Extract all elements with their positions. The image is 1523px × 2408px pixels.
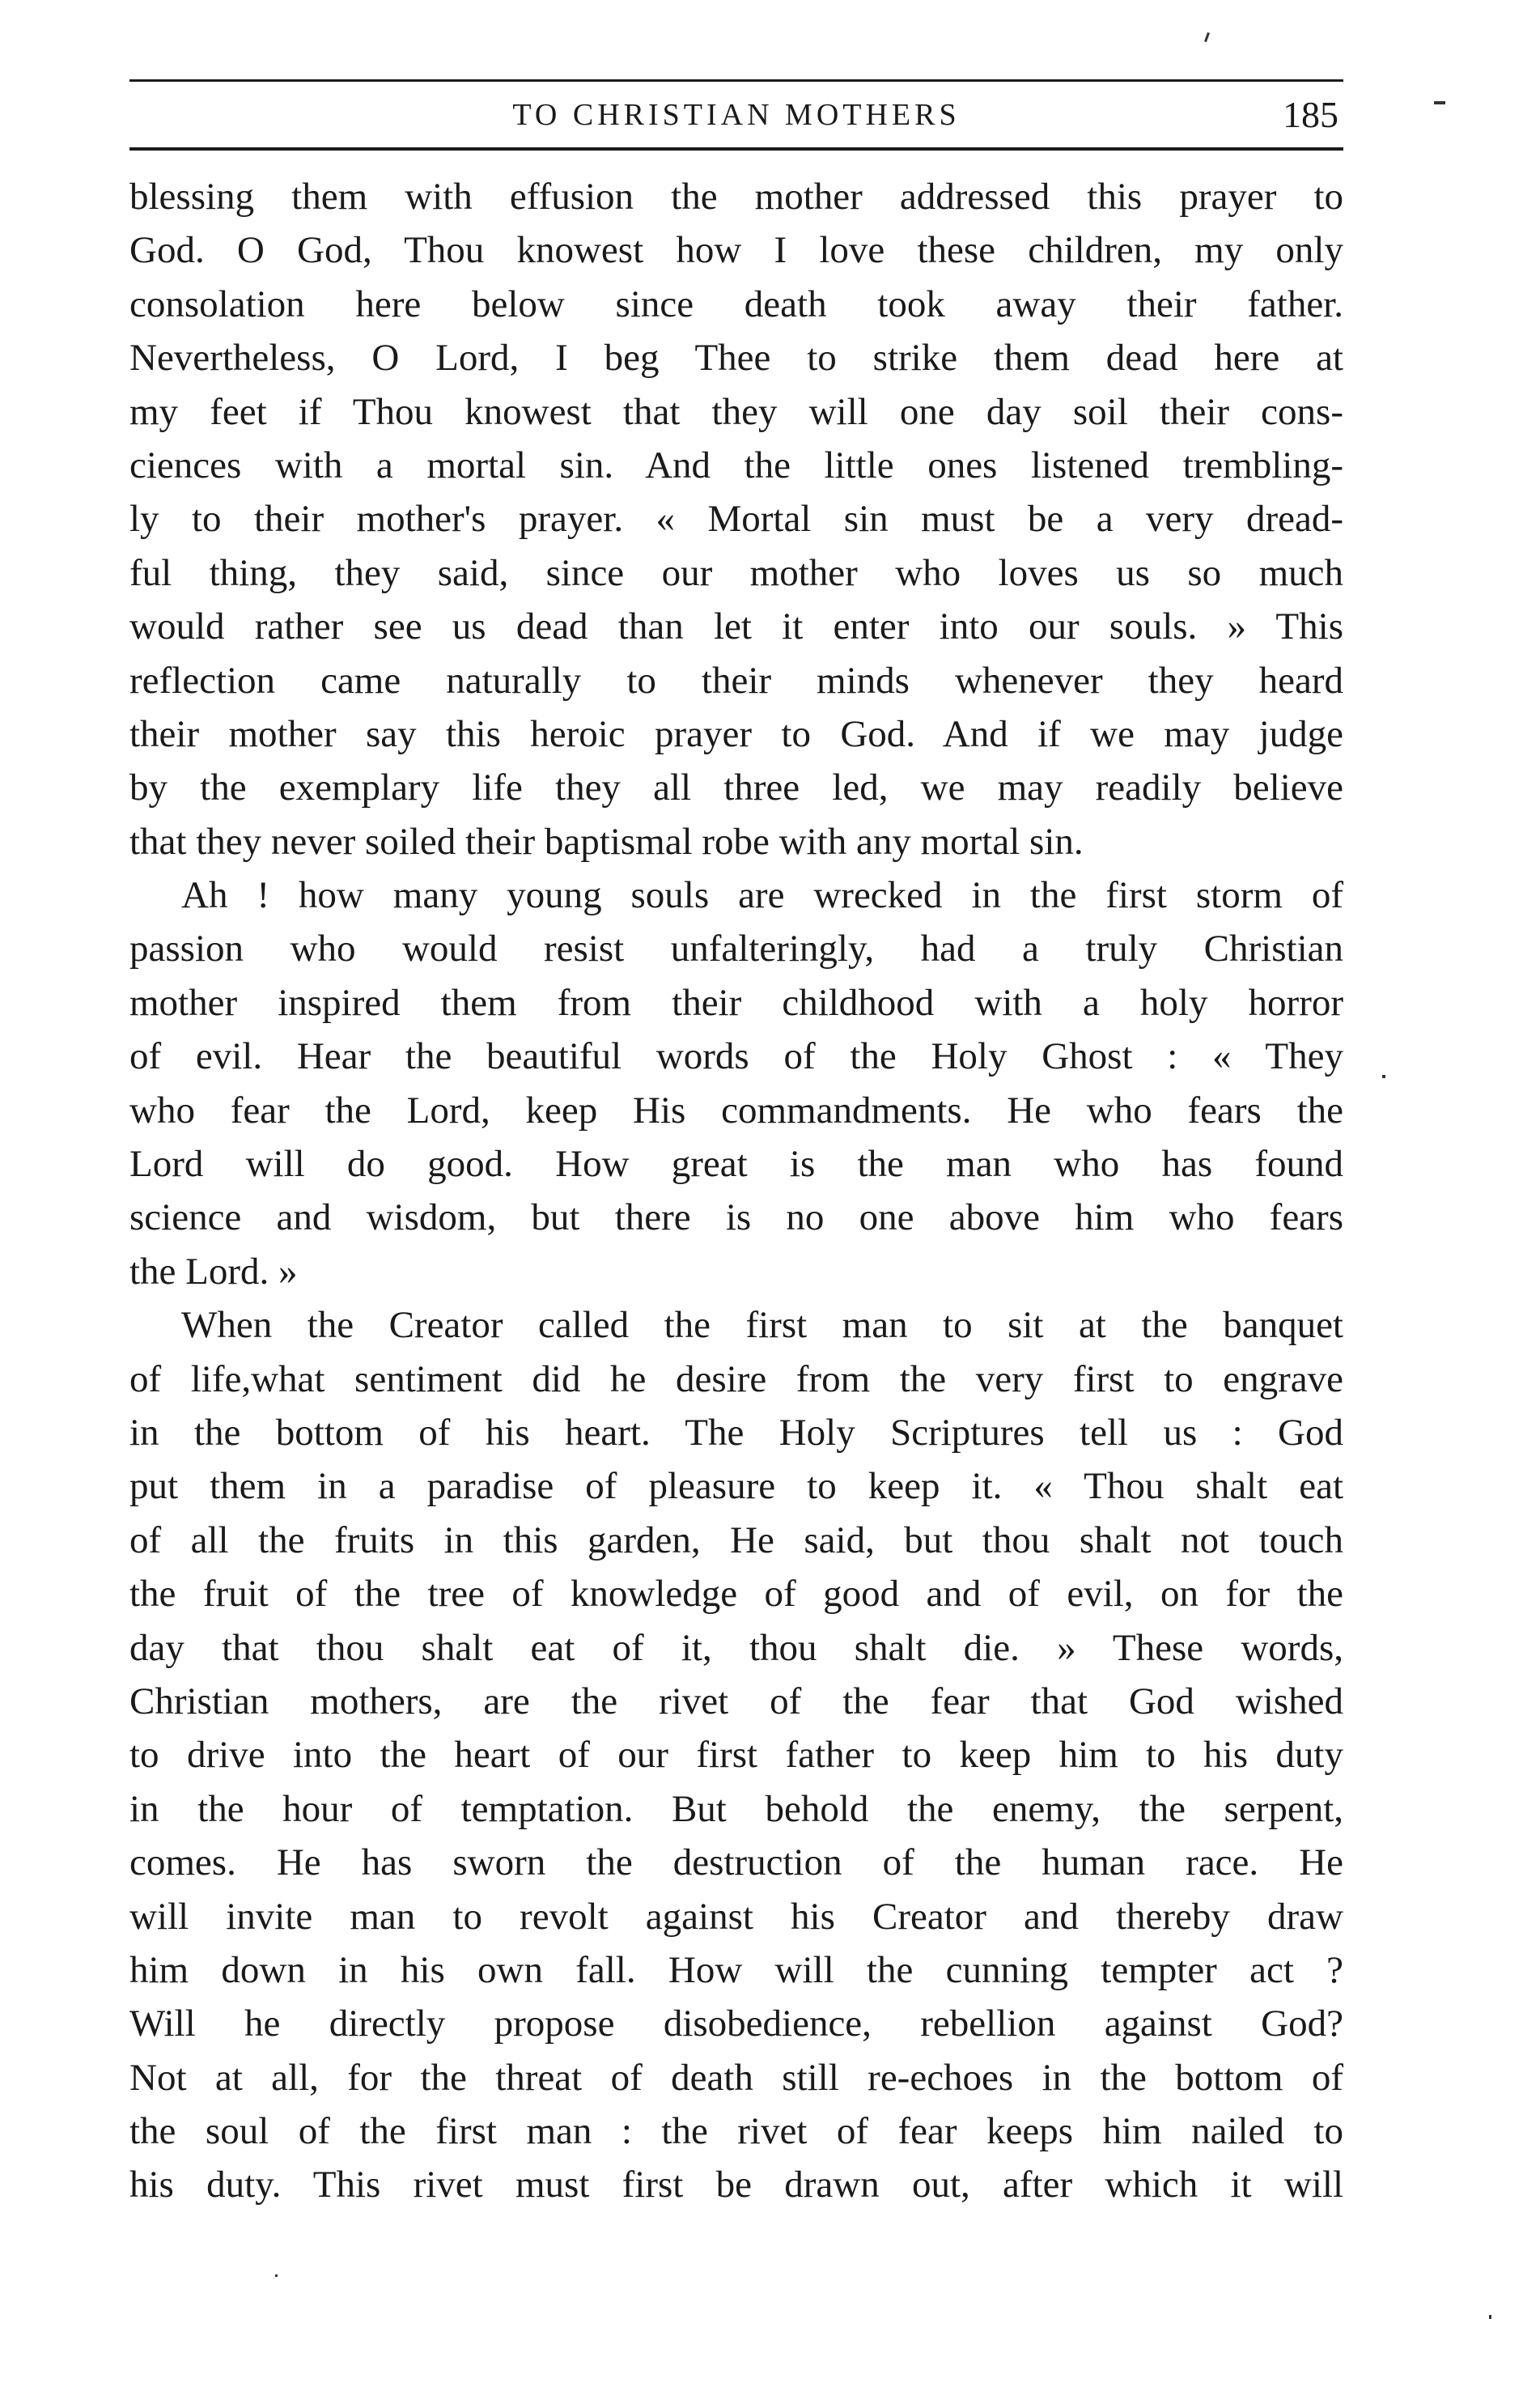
text-line: him down in his own fall. How will the cunning tempter act ?	[129, 1948, 1343, 1991]
text-line: put them in a paradise of pleasure to keep it. « Thou shalt eat	[129, 1465, 1343, 1508]
page-number: 185	[1283, 94, 1338, 135]
text-line: will invite man to revolt against his Creator and thereby draw	[129, 1895, 1343, 1938]
text-line: of evil. Hear the beautiful words of the Holy Ghost : « They	[129, 1035, 1343, 1078]
text-line: God. O God, Thou knowest how I love these children, my only	[129, 229, 1343, 272]
header-rule-top	[129, 79, 1343, 82]
text-line: my feet if Thou knowest that they will one day soil their cons-	[129, 390, 1343, 433]
text-line: that they never soiled their baptismal robe with any mortal sin.	[129, 820, 1084, 863]
scan-speck	[1489, 2315, 1491, 2319]
header-rule-bottom	[129, 147, 1343, 151]
text-line: the Lord. »	[129, 1250, 298, 1293]
text-line: ly to their mother's prayer. « Mortal sin must be a very dread-	[129, 498, 1343, 541]
text-line: in the hour of temptation. But behold the enemy, the serpent,	[129, 1787, 1343, 1830]
text-line: of life,what sentiment did he desire from the very first to engrave	[129, 1357, 1343, 1400]
text-line: Nevertheless, O Lord, I beg Thee to strike them dead here at	[129, 337, 1343, 380]
text-line: his duty. This rivet must first be drawn out, after which it will	[129, 2164, 1343, 2206]
body-text	[129, 170, 1343, 2212]
text-line: consolation here below since death took away their father.	[129, 282, 1343, 325]
text-line: Not at all, for the threat of death still re-echoes in the bottom of	[129, 2056, 1343, 2099]
text-line: the fruit of the tree of knowledge of good and of evil, on for the	[129, 1573, 1343, 1616]
text-line: Will he directly propose disobedience, rebellion against God?	[129, 2002, 1343, 2045]
text-line: who fear the Lord, keep His commandments. He who fears the	[129, 1089, 1343, 1132]
text-line: by the exemplary life they all three led, we may readily believe	[129, 767, 1343, 809]
text-line: of all the fruits in this garden, He said, but thou shalt not touch	[129, 1518, 1343, 1561]
text-line: mother inspired them from their childhood with a holy horror	[129, 981, 1343, 1024]
text-line: blessing them with effusion the mother addressed this prayer to	[129, 176, 1343, 218]
text-line: When the Creator called the first man to sit at the banquet	[181, 1304, 1343, 1347]
text-line: in the bottom of his heart. The Holy Scriptures tell us : God	[129, 1411, 1343, 1454]
scan-speck	[275, 2274, 278, 2277]
running-title: TO CHRISTIAN MOTHERS	[512, 98, 961, 132]
text-line: the soul of the first man : the rivet of fear keeps him nailed to	[129, 2110, 1343, 2153]
text-line: reflection came naturally to their minds whenever they heard	[129, 659, 1343, 702]
text-line: passion who would resist unfalteringly, had a truly Christian	[129, 928, 1343, 970]
running-head	[129, 91, 1343, 139]
text-line: day that thou shalt eat of it, thou shalt die. » These words,	[129, 1626, 1343, 1669]
text-line: Christian mothers, are the rivet of the fear that God wished	[129, 1680, 1343, 1722]
text-line: ful thing, they said, since our mother who loves us so much	[129, 551, 1343, 594]
text-line: to drive into the heart of our first father to keep him to his duty	[129, 1734, 1343, 1777]
text-line: their mother say this heroic prayer to God. And if we may judge	[129, 712, 1343, 755]
scan-speck	[1204, 32, 1210, 42]
text-line: comes. He has sworn the destruction of the human race. He	[129, 1841, 1343, 1884]
text-line: ciences with a mortal sin. And the little ones listened trembling-	[129, 444, 1343, 486]
scan-speck	[1382, 1075, 1385, 1078]
text-line: Ah ! how many young souls are wrecked in the first storm of	[181, 874, 1343, 917]
text-line: science and wisdom, but there is no one above him who fears	[129, 1196, 1343, 1239]
text-line: Lord will do good. How great is the man who has found	[129, 1143, 1343, 1186]
text-line: would rather see us dead than let it enter into our souls. » This	[129, 605, 1343, 648]
scan-speck	[1434, 101, 1445, 104]
